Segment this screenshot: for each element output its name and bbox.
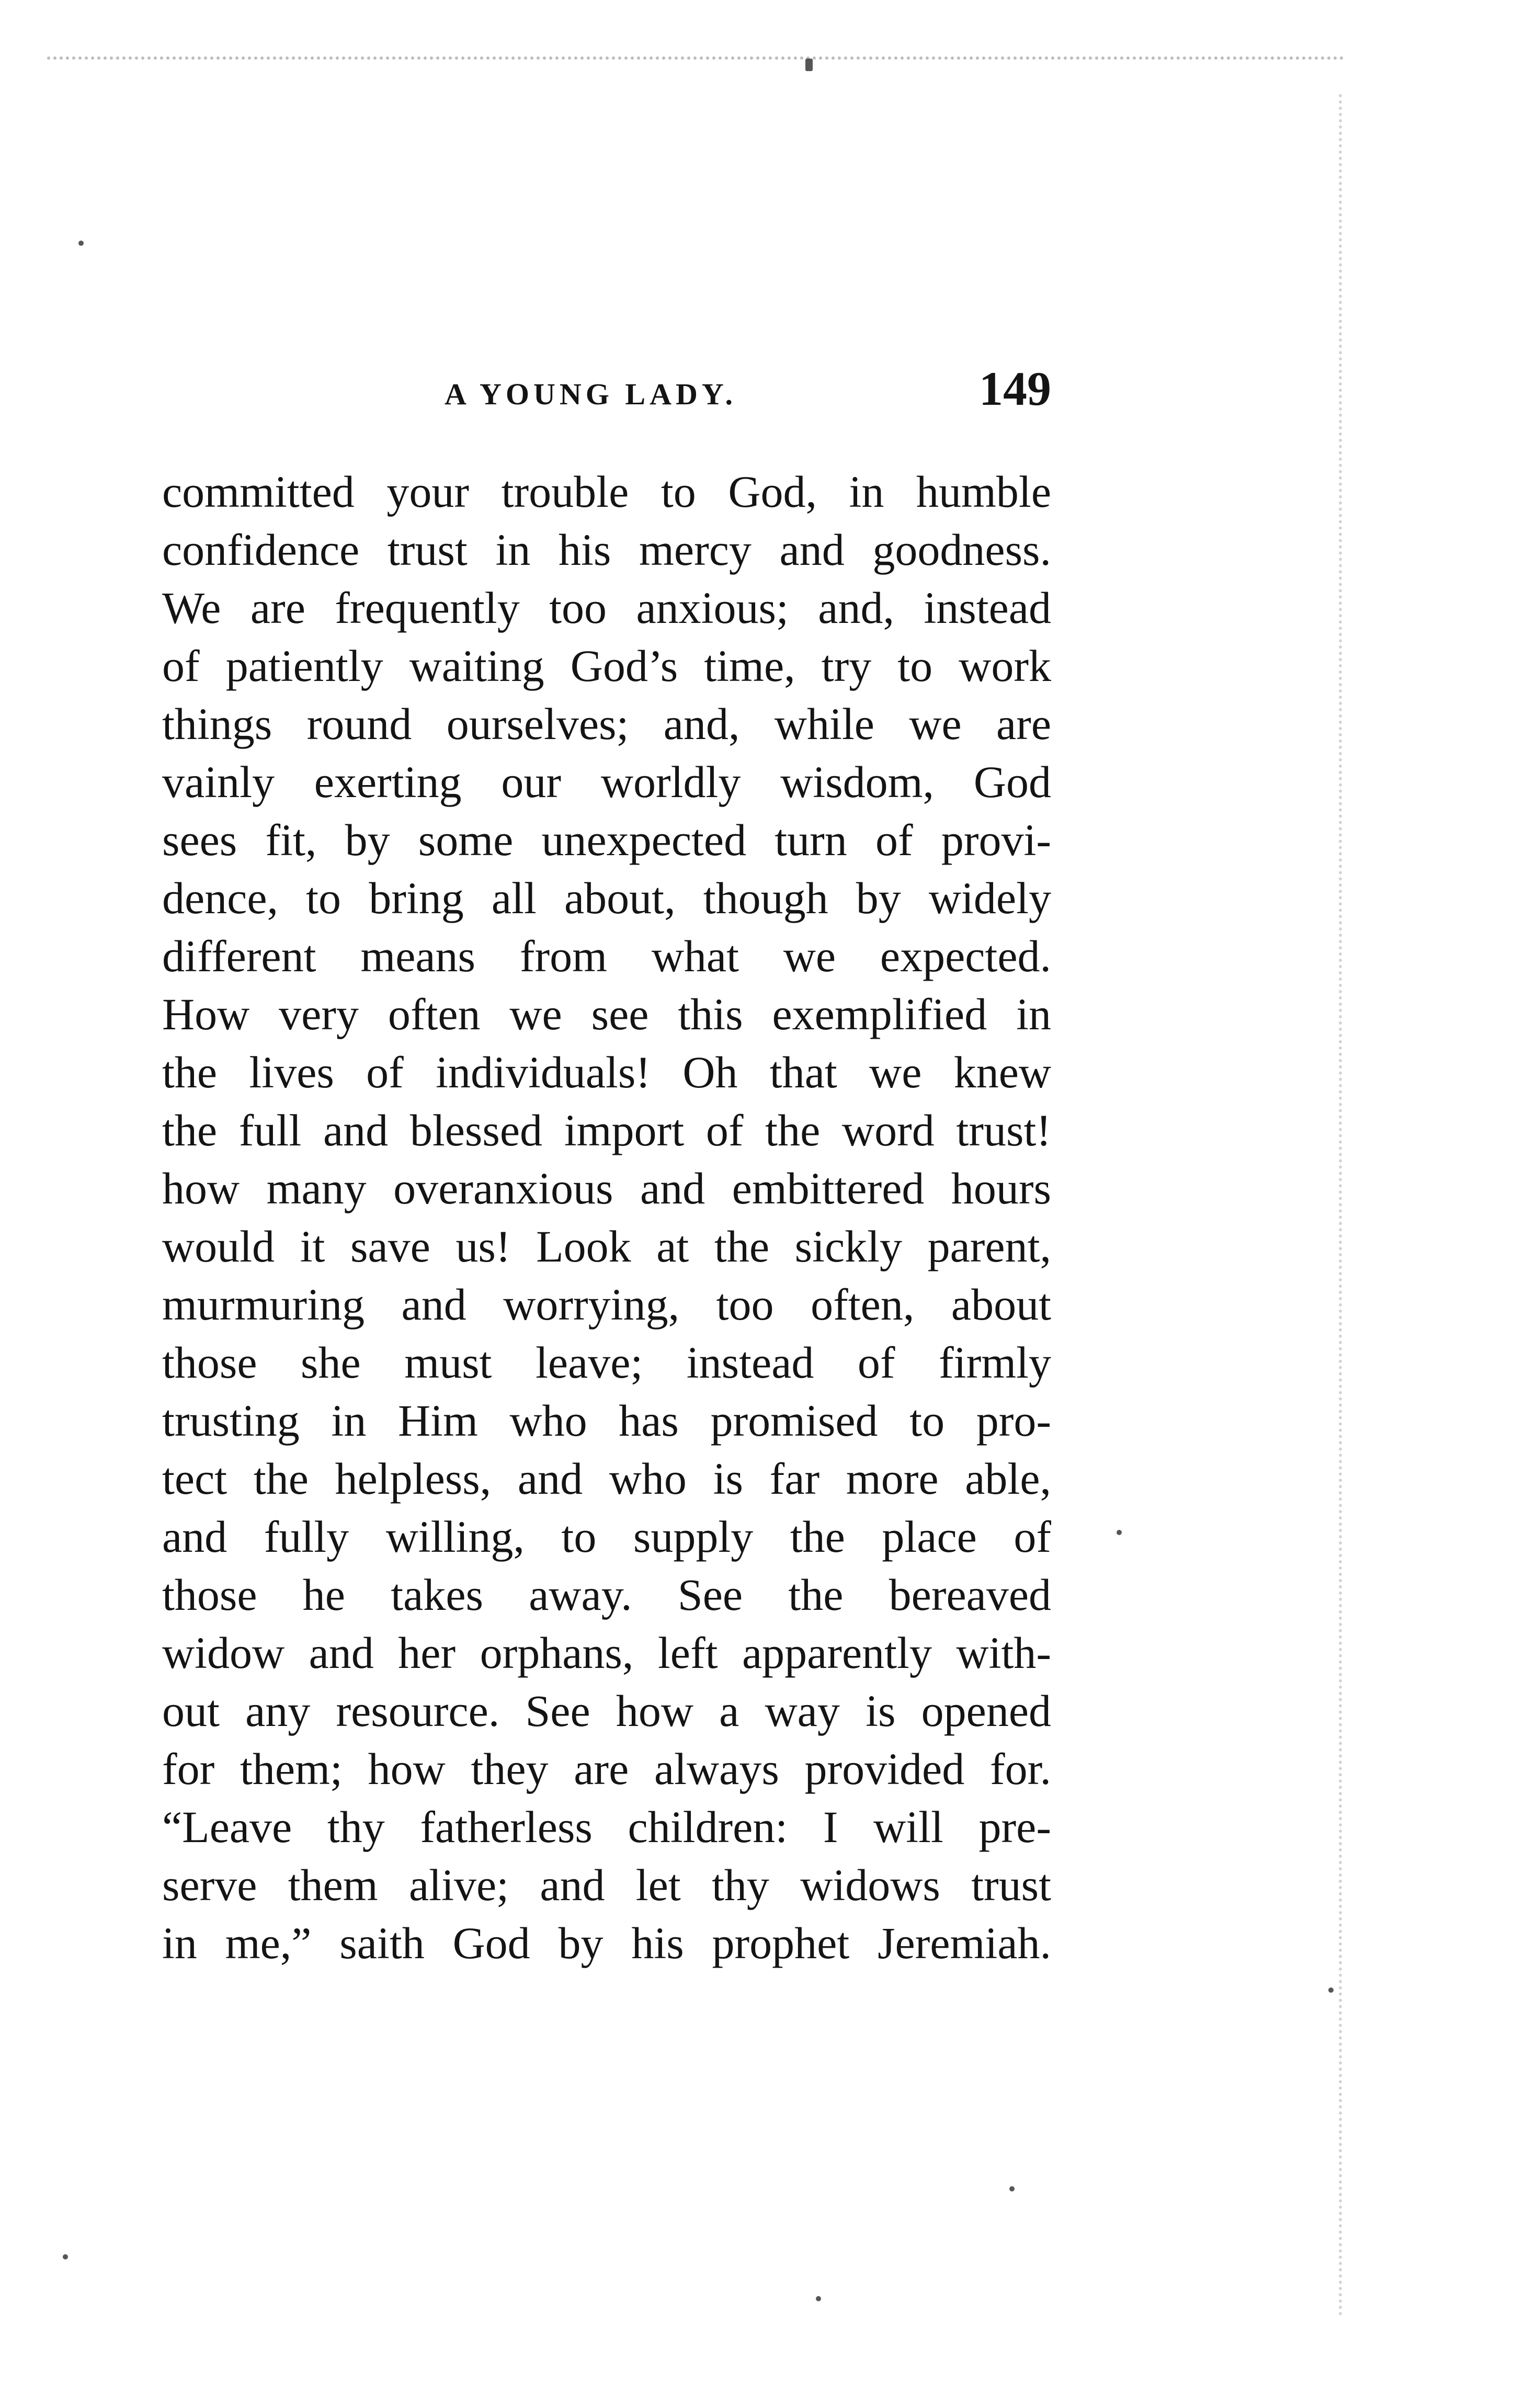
text-line: serve them alive; and let thy widows trust xyxy=(162,1860,1051,1910)
text-line: trusting in Him who has promised to pro- xyxy=(162,1395,1051,1446)
text-line: vainly exerting our worldly wisdom, God xyxy=(162,757,1051,807)
scan-speck xyxy=(1117,1530,1122,1535)
scan-speck xyxy=(78,241,84,246)
text-line: the lives of individuals! Oh that we knew xyxy=(162,1047,1051,1097)
text-line: “Leave thy fatherless children: I will pre- xyxy=(162,1802,1051,1852)
text-line: those she must leave; instead of firmly xyxy=(162,1337,1051,1388)
scan-speck xyxy=(63,2254,68,2259)
text-line: of patiently waiting God’s time, try to work xyxy=(162,641,1051,691)
text-line: dence, to bring all about, though by widely xyxy=(162,873,1051,923)
text-line: We are frequently too anxious; and, instead xyxy=(162,583,1051,633)
text-line: for them; how they are always provided for. xyxy=(162,1744,1051,1794)
page-header xyxy=(162,361,1051,434)
text-line: different means from what we expected. xyxy=(162,931,1051,981)
text-line: confidence trust in his mercy and goodness. xyxy=(162,525,1051,575)
text-line: how many overanxious and embittered hours xyxy=(162,1163,1051,1213)
text-line: would it save us! Look at the sickly parent, xyxy=(162,1221,1051,1271)
text-line: out any resource. See how a way is opened xyxy=(162,1686,1051,1736)
scan-speck xyxy=(1328,1987,1334,1993)
text-line: widow and her orphans, left apparently with- xyxy=(162,1628,1051,1678)
text-line: murmuring and worrying, too often, about xyxy=(162,1279,1051,1330)
text-line: in me,” saith God by his prophet Jeremiah. xyxy=(162,1918,1051,1968)
scan-speck xyxy=(1009,2186,1015,2191)
scan-artifact-right xyxy=(1339,94,1347,2317)
text-line: committed your trouble to God, in humble xyxy=(162,467,1051,517)
scan-speck xyxy=(816,2296,821,2301)
text-line: the full and blessed import of the word trust! xyxy=(162,1105,1051,1155)
page-number: 149 xyxy=(979,362,1051,415)
text-line: those he takes away. See the bereaved xyxy=(162,1570,1051,1620)
body-text xyxy=(162,463,1051,1972)
scan-speck xyxy=(805,59,813,71)
text-line: things round ourselves; and, while we are xyxy=(162,699,1051,749)
text-line: tect the helpless, and who is far more able, xyxy=(162,1453,1051,1504)
text-line: and fully willing, to supply the place of xyxy=(162,1512,1051,1562)
text-line: How very often we see this exemplified in xyxy=(162,989,1051,1039)
text-line: sees fit, by some unexpected turn of provi- xyxy=(162,815,1051,865)
running-head: A YOUNG LADY. xyxy=(445,377,737,411)
scan-artifact-top xyxy=(47,56,1344,81)
